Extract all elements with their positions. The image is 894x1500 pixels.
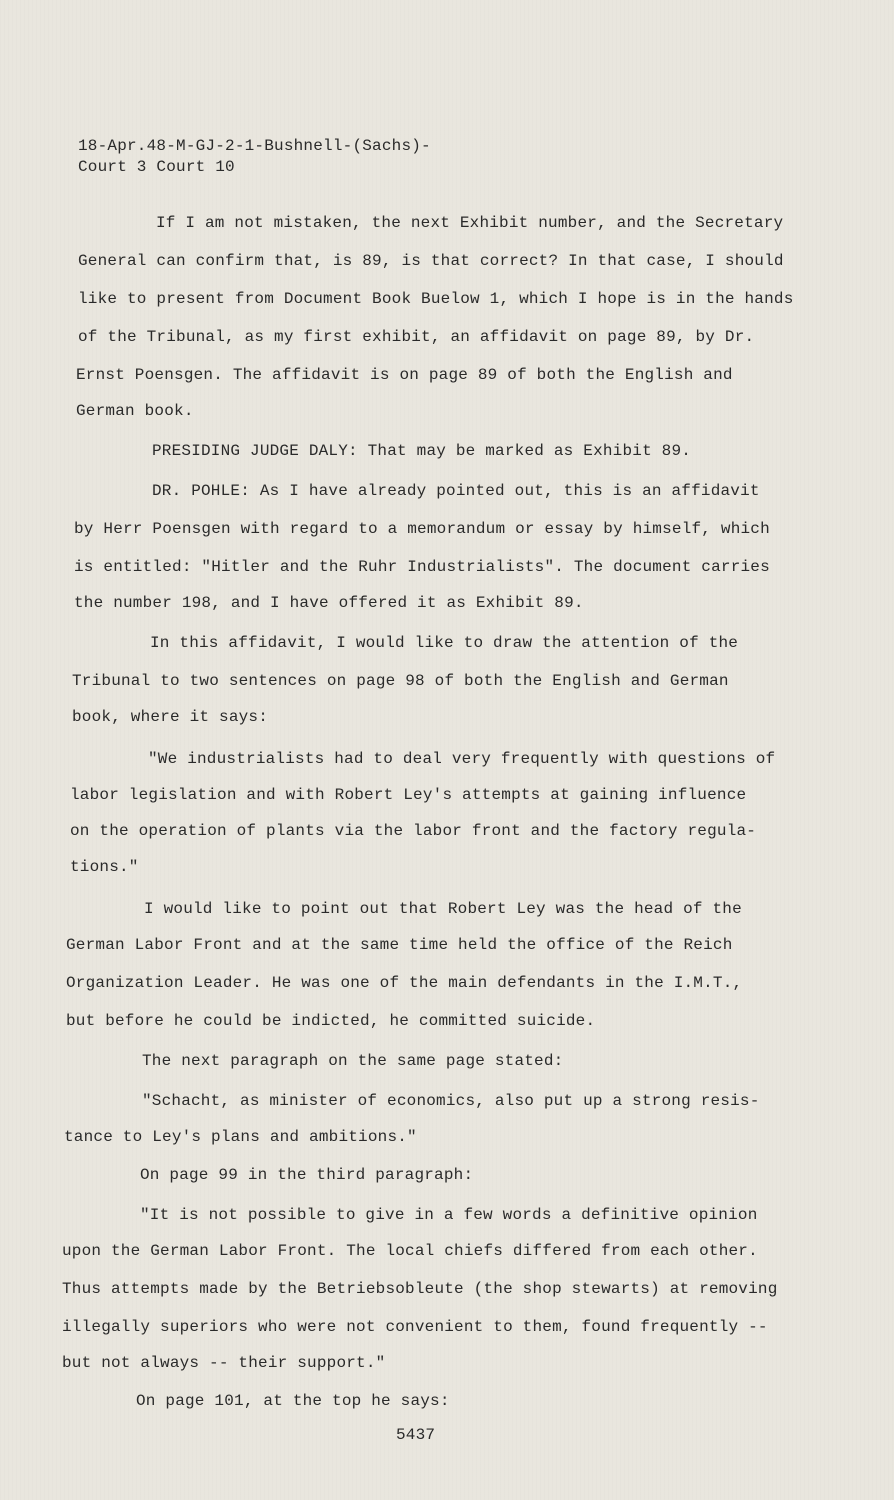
text-line: On page 101, at the top he says: (136, 1392, 450, 1410)
text-line: On page 99 in the third paragraph: (140, 1166, 474, 1184)
text-line: Organization Leader. He was one of the main defendants in the I.M.T., (66, 974, 743, 992)
text-line: If I am not mistaken, the next Exhibit number, and the Secretary (156, 214, 784, 232)
text-line: is entitled: "Hitler and the Ruhr Industrialists". The document carries (74, 558, 770, 576)
text-line: book, where it says: (72, 708, 269, 726)
text-line: "We industrialists had to deal very frequently with questions of (148, 750, 776, 768)
text-line: but before he could be indicted, he committed suicide. (66, 1012, 596, 1030)
page-number: 5437 (396, 1426, 436, 1444)
text-line: Tribunal to two sentences on page 98 of both the English and German (72, 672, 729, 690)
text-line: Thus attempts made by the Betriebsobleute (the shop stewarts) at removing (62, 1280, 778, 1298)
text-line: Ernst Poensgen. The affidavit is on page 89 of both the English and (76, 366, 733, 384)
text-line: the number 198, and I have offered it as Exhibit 89. (74, 594, 584, 612)
text-line: labor legislation and with Robert Ley's attempts at gaining influence (70, 786, 747, 804)
text-line: like to present from Document Book Buelow 1, which I hope is in the hands (78, 290, 794, 308)
document-header (78, 136, 431, 178)
text-line: of the Tribunal, as my first exhibit, an affidavit on page 89, by Dr. (78, 328, 755, 346)
text-line: illegally superiors who were not convenient to them, found frequently -- (62, 1318, 768, 1336)
text-line: PRESIDING JUDGE DALY: That may be marked as Exhibit 89. (152, 442, 692, 460)
text-line: I would like to point out that Robert Ley was the head of the (144, 900, 742, 918)
text-line: upon the German Labor Front. The local chiefs differed from each other. (62, 1242, 758, 1260)
text-line: "It is not possible to give in a few words a definitive opinion (140, 1206, 758, 1224)
text-line: DR. POHLE: As I have already pointed out, this is an affidavit (152, 482, 760, 500)
text-line: tions." (70, 858, 139, 876)
text-line: General can confirm that, is 89, is that correct? In that case, I should (78, 252, 784, 270)
text-line: German Labor Front and at the same time held the office of the Reich (66, 936, 733, 954)
text-line: tance to Ley's plans and ambitions." (64, 1128, 417, 1146)
header-line-2: Court 3 Court 10 (78, 158, 235, 176)
text-line: but not always -- their support." (62, 1354, 386, 1372)
text-line: The next paragraph on the same page stated: (142, 1052, 564, 1070)
text-line: on the operation of plants via the labor front and the factory regula- (70, 822, 757, 840)
text-line: German book. (76, 402, 194, 420)
text-line: "Schacht, as minister of economics, also put up a strong resis- (142, 1092, 760, 1110)
header-line-1: 18-Apr.48-M-GJ-2-1-Bushnell-(Sachs)- (78, 137, 431, 155)
text-line: In this affidavit, I would like to draw the attention of the (150, 634, 739, 652)
text-line: by Herr Poensgen with regard to a memorandum or essay by himself, which (74, 520, 770, 538)
